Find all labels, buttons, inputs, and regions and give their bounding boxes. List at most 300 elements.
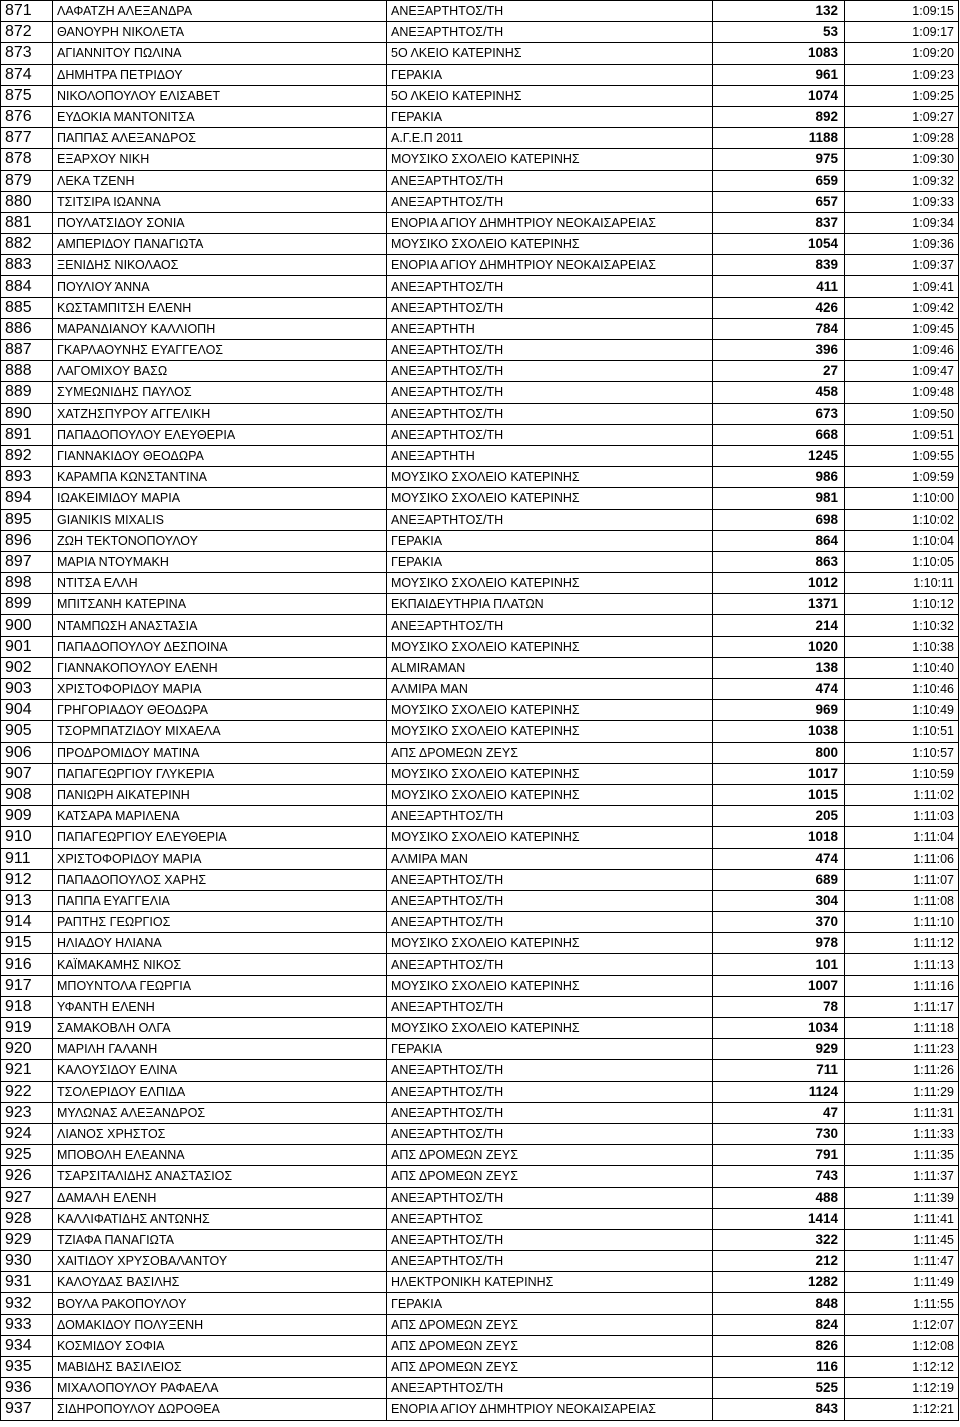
position-cell: 932 <box>1 1293 53 1314</box>
position-cell: 925 <box>1 1145 53 1166</box>
runner-name-cell: ΡΑΠΤΗΣ ΓΕΩΡΓΙΟΣ <box>53 912 387 933</box>
club-cell: ΜΟΥΣΙΚΟ ΣΧΟΛΕΙΟ ΚΑΤΕΡΙΝΗΣ <box>387 467 713 488</box>
finish-time-cell: 1:09:59 <box>845 467 959 488</box>
position-cell: 936 <box>1 1378 53 1399</box>
table-row <box>1 763 959 784</box>
runner-name-cell: ΜΑΡΙΛΗ ΓΑΛΑΝΗ <box>53 1039 387 1060</box>
runner-name-cell: ΑΜΠΕΡΙΔΟΥ ΠΑΝΑΓΙΩΤΑ <box>53 234 387 255</box>
table-row <box>1 615 959 636</box>
runner-name-cell: ΣΥΜΕΩΝΙΔΗΣ ΠΑΥΛΟΣ <box>53 382 387 403</box>
bib-number-cell: 791 <box>713 1145 845 1166</box>
bib-number-cell: 1012 <box>713 573 845 594</box>
club-cell: ΑΝΕΞΑΡΤΗΤΟΣ/ΤΗ <box>387 806 713 827</box>
position-cell: 933 <box>1 1314 53 1335</box>
position-cell: 892 <box>1 445 53 466</box>
runner-name-cell: ΝΤΑΜΠΩΣΗ ΑΝΑΣΤΑΣΙΑ <box>53 615 387 636</box>
table-row <box>1 1251 959 1272</box>
finish-time-cell: 1:09:50 <box>845 403 959 424</box>
runner-name-cell: ΝΤΙΤΣΑ ΕΛΛΗ <box>53 573 387 594</box>
runner-name-cell: ΠΡΟΔΡΟΜΙΔΟΥ ΜΑΤΙΝΑ <box>53 742 387 763</box>
position-cell: 924 <box>1 1123 53 1144</box>
finish-time-cell: 1:11:41 <box>845 1208 959 1229</box>
finish-time-cell: 1:12:21 <box>845 1399 959 1420</box>
table-row <box>1 954 959 975</box>
runner-name-cell: ΤΣΑΡΣΙΤΑΛΙΔΗΣ ΑΝΑΣΤΑΣΙΟΣ <box>53 1166 387 1187</box>
finish-time-cell: 1:09:25 <box>845 85 959 106</box>
position-cell: 876 <box>1 106 53 127</box>
runner-name-cell: ΚΑΛΛΙΦΑΤΙΔΗΣ ΑΝΤΩΝΗΣ <box>53 1208 387 1229</box>
club-cell: ΓΕΡΑΚΙΑ <box>387 530 713 551</box>
runner-name-cell: ΑΓΙΑΝΝΙΤΟΥ ΠΩΛΙΝΑ <box>53 43 387 64</box>
runner-name-cell: ΛΑΦΑΤΖΗ ΑΛΕΞΑΝΔΡΑ <box>53 1 387 22</box>
position-cell: 878 <box>1 149 53 170</box>
finish-time-cell: 1:09:51 <box>845 424 959 445</box>
results-table-body <box>1 1 959 1421</box>
table-row <box>1 509 959 530</box>
position-cell: 872 <box>1 22 53 43</box>
club-cell: ΓΕΡΑΚΙΑ <box>387 1039 713 1060</box>
position-cell: 916 <box>1 954 53 975</box>
table-row <box>1 1081 959 1102</box>
table-row <box>1 1039 959 1060</box>
finish-time-cell: 1:10:32 <box>845 615 959 636</box>
runner-name-cell: ΜΑΡΙΑ ΝΤΟΥΜΑΚΗ <box>53 551 387 572</box>
table-row <box>1 827 959 848</box>
bib-number-cell: 892 <box>713 106 845 127</box>
finish-time-cell: 1:11:29 <box>845 1081 959 1102</box>
position-cell: 917 <box>1 975 53 996</box>
position-cell: 883 <box>1 255 53 276</box>
bib-number-cell: 370 <box>713 912 845 933</box>
position-cell: 886 <box>1 318 53 339</box>
runner-name-cell: ΛΑΓΟΜΙΧΟΥ ΒΑΣΩ <box>53 361 387 382</box>
club-cell: ΑΝΕΞΑΡΤΗΤΟΣ/ΤΗ <box>387 1378 713 1399</box>
runner-name-cell: ΚΑΪΜΑΚΑΜΗΣ ΝΙΚΟΣ <box>53 954 387 975</box>
finish-time-cell: 1:11:16 <box>845 975 959 996</box>
runner-name-cell: ΠΑΠΑΔΟΠΟΥΛΟΥ ΔΕΣΠΟΙΝΑ <box>53 636 387 657</box>
finish-time-cell: 1:11:10 <box>845 912 959 933</box>
table-row <box>1 445 959 466</box>
position-cell: 885 <box>1 297 53 318</box>
finish-time-cell: 1:10:11 <box>845 573 959 594</box>
bib-number-cell: 27 <box>713 361 845 382</box>
runner-name-cell: ΓΙΑΝΝΑΚΟΠΟΥΛΟΥ ΕΛΕΝΗ <box>53 657 387 678</box>
bib-number-cell: 698 <box>713 509 845 530</box>
finish-time-cell: 1:11:26 <box>845 1060 959 1081</box>
bib-number-cell: 929 <box>713 1039 845 1060</box>
runner-name-cell: ΔΗΜΗΤΡΑ ΠΕΤΡΙΔΟΥ <box>53 64 387 85</box>
bib-number-cell: 848 <box>713 1293 845 1314</box>
position-cell: 935 <box>1 1357 53 1378</box>
club-cell: ΑΠΣ ΔΡΟΜΕΩΝ ΖΕΥΣ <box>387 1335 713 1356</box>
club-cell: ΑΝΕΞΑΡΤΗΤΟΣ/ΤΗ <box>387 1123 713 1144</box>
club-cell: ΑΝΕΞΑΡΤΗΤΟΣ <box>387 1208 713 1229</box>
finish-time-cell: 1:11:37 <box>845 1166 959 1187</box>
club-cell: ΗΛΕΚΤΡΟΝΙΚΗ ΚΑΤΕΡΙΝΗΣ <box>387 1272 713 1293</box>
bib-number-cell: 1017 <box>713 763 845 784</box>
table-row <box>1 1166 959 1187</box>
runner-name-cell: ΧΑΤΖΗΣΠΥΡΟΥ ΑΓΓΕΛΙΚΗ <box>53 403 387 424</box>
bib-number-cell: 961 <box>713 64 845 85</box>
club-cell: ΜΟΥΣΙΚΟ ΣΧΟΛΕΙΟ ΚΑΤΕΡΙΝΗΣ <box>387 784 713 805</box>
position-cell: 887 <box>1 340 53 361</box>
table-row <box>1 170 959 191</box>
position-cell: 873 <box>1 43 53 64</box>
bib-number-cell: 1282 <box>713 1272 845 1293</box>
table-row <box>1 191 959 212</box>
bib-number-cell: 986 <box>713 467 845 488</box>
finish-time-cell: 1:11:07 <box>845 869 959 890</box>
position-cell: 915 <box>1 933 53 954</box>
club-cell: Α.Γ.Ε.Π 2011 <box>387 128 713 149</box>
runner-name-cell: ΜΥΛΩΝΑΣ ΑΛΕΞΑΝΔΡΟΣ <box>53 1102 387 1123</box>
bib-number-cell: 214 <box>713 615 845 636</box>
position-cell: 920 <box>1 1039 53 1060</box>
finish-time-cell: 1:09:27 <box>845 106 959 127</box>
finish-time-cell: 1:11:23 <box>845 1039 959 1060</box>
finish-time-cell: 1:10:12 <box>845 594 959 615</box>
table-row <box>1 1378 959 1399</box>
finish-time-cell: 1:12:08 <box>845 1335 959 1356</box>
bib-number-cell: 673 <box>713 403 845 424</box>
finish-time-cell: 1:09:32 <box>845 170 959 191</box>
finish-time-cell: 1:11:18 <box>845 1018 959 1039</box>
finish-time-cell: 1:09:28 <box>845 128 959 149</box>
club-cell: ΓΕΡΑΚΙΑ <box>387 64 713 85</box>
runner-name-cell: ΣΑΜΑΚΟΒΛΗ ΟΛΓΑ <box>53 1018 387 1039</box>
bib-number-cell: 1188 <box>713 128 845 149</box>
runner-name-cell: ΞΕΝΙΔΗΣ ΝΙΚΟΛΑΟΣ <box>53 255 387 276</box>
table-row <box>1 636 959 657</box>
table-row <box>1 128 959 149</box>
runner-name-cell: ΔΑΜΑΛΗ ΕΛΕΝΗ <box>53 1187 387 1208</box>
club-cell: ΑΝΕΞΑΡΤΗΤΟΣ/ΤΗ <box>387 191 713 212</box>
position-cell: 875 <box>1 85 53 106</box>
runner-name-cell: GIANIKIS MIXALIS <box>53 509 387 530</box>
position-cell: 889 <box>1 382 53 403</box>
runner-name-cell: ΠΟΥΛΑΤΣΙΔΟΥ ΣΟΝΙΑ <box>53 212 387 233</box>
finish-time-cell: 1:10:00 <box>845 488 959 509</box>
club-cell: ΑΝΕΞΑΡΤΗΤΟΣ/ΤΗ <box>387 954 713 975</box>
table-row <box>1 742 959 763</box>
finish-time-cell: 1:10:57 <box>845 742 959 763</box>
table-row <box>1 1187 959 1208</box>
bib-number-cell: 1414 <box>713 1208 845 1229</box>
finish-time-cell: 1:11:31 <box>845 1102 959 1123</box>
club-cell: ΑΝΕΞΑΡΤΗΤΟΣ/ΤΗ <box>387 340 713 361</box>
position-cell: 894 <box>1 488 53 509</box>
table-row <box>1 276 959 297</box>
table-row <box>1 1399 959 1420</box>
position-cell: 926 <box>1 1166 53 1187</box>
table-row <box>1 1357 959 1378</box>
bib-number-cell: 132 <box>713 1 845 22</box>
finish-time-cell: 1:11:55 <box>845 1293 959 1314</box>
position-cell: 899 <box>1 594 53 615</box>
club-cell: ΑΝΕΞΑΡΤΗΤΟΣ/ΤΗ <box>387 509 713 530</box>
position-cell: 929 <box>1 1229 53 1250</box>
position-cell: 930 <box>1 1251 53 1272</box>
bib-number-cell: 839 <box>713 255 845 276</box>
runner-name-cell: ΚΑΡΑΜΠΑ ΚΩΝΣΤΑΝΤΙΝΑ <box>53 467 387 488</box>
table-row <box>1 679 959 700</box>
position-cell: 884 <box>1 276 53 297</box>
bib-number-cell: 212 <box>713 1251 845 1272</box>
bib-number-cell: 657 <box>713 191 845 212</box>
bib-number-cell: 488 <box>713 1187 845 1208</box>
runner-name-cell: ΓΡΗΓΟΡΙΑΔΟΥ ΘΕΟΔΩΡΑ <box>53 700 387 721</box>
club-cell: ΑΝΕΞΑΡΤΗΤΟΣ/ΤΗ <box>387 1 713 22</box>
bib-number-cell: 1015 <box>713 784 845 805</box>
club-cell: ΜΟΥΣΙΚΟ ΣΧΟΛΕΙΟ ΚΑΤΕΡΙΝΗΣ <box>387 933 713 954</box>
position-cell: 928 <box>1 1208 53 1229</box>
position-cell: 923 <box>1 1102 53 1123</box>
finish-time-cell: 1:09:23 <box>845 64 959 85</box>
club-cell: ΑΠΣ ΔΡΟΜΕΩΝ ΖΕΥΣ <box>387 1357 713 1378</box>
runner-name-cell: ΣΙΔΗΡΟΠΟΥΛΟΥ ΔΩΡΟΘΕΑ <box>53 1399 387 1420</box>
bib-number-cell: 863 <box>713 551 845 572</box>
runner-name-cell: ΠΑΝΙΩΡΗ ΑΙΚΑΤΕΡΙΝΗ <box>53 784 387 805</box>
bib-number-cell: 53 <box>713 22 845 43</box>
club-cell: ΑΛΜΙΡΑ ΜΑΝ <box>387 848 713 869</box>
bib-number-cell: 730 <box>713 1123 845 1144</box>
table-row <box>1 869 959 890</box>
position-cell: 877 <box>1 128 53 149</box>
runner-name-cell: ΔΟΜΑΚΙΔΟΥ ΠΟΛΥΞΕΝΗ <box>53 1314 387 1335</box>
table-row <box>1 488 959 509</box>
table-row <box>1 912 959 933</box>
finish-time-cell: 1:11:39 <box>845 1187 959 1208</box>
position-cell: 891 <box>1 424 53 445</box>
finish-time-cell: 1:09:15 <box>845 1 959 22</box>
bib-number-cell: 322 <box>713 1229 845 1250</box>
position-cell: 902 <box>1 657 53 678</box>
runner-name-cell: ΚΑΤΣΑΡΑ ΜΑΡΙΛΕΝΑ <box>53 806 387 827</box>
position-cell: 918 <box>1 996 53 1017</box>
bib-number-cell: 978 <box>713 933 845 954</box>
club-cell: ΑΝΕΞΑΡΤΗΤΟΣ/ΤΗ <box>387 869 713 890</box>
position-cell: 874 <box>1 64 53 85</box>
club-cell: ΑΝΕΞΑΡΤΗΤΟΣ/ΤΗ <box>387 912 713 933</box>
bib-number-cell: 396 <box>713 340 845 361</box>
finish-time-cell: 1:09:37 <box>845 255 959 276</box>
bib-number-cell: 837 <box>713 212 845 233</box>
runner-name-cell: ΚΑΛΟΥΣΙΔΟΥ ΕΛΙΝΑ <box>53 1060 387 1081</box>
position-cell: 919 <box>1 1018 53 1039</box>
position-cell: 882 <box>1 234 53 255</box>
table-row <box>1 22 959 43</box>
club-cell: ΜΟΥΣΙΚΟ ΣΧΟΛΕΙΟ ΚΑΤΕΡΙΝΗΣ <box>387 763 713 784</box>
table-row <box>1 1314 959 1335</box>
bib-number-cell: 864 <box>713 530 845 551</box>
finish-time-cell: 1:10:59 <box>845 763 959 784</box>
runner-name-cell: ΥΦΑΝΤΗ ΕΛΕΝΗ <box>53 996 387 1017</box>
finish-time-cell: 1:09:47 <box>845 361 959 382</box>
finish-time-cell: 1:11:47 <box>845 1251 959 1272</box>
runner-name-cell: ΤΣΟΡΜΠΑΤΖΙΔΟΥ ΜΙΧΑΕΛΑ <box>53 721 387 742</box>
table-row <box>1 340 959 361</box>
runner-name-cell: ΜΠΙΤΣΑΝΗ ΚΑΤΕΡΙΝΑ <box>53 594 387 615</box>
club-cell: ΑΝΕΞΑΡΤΗΤΟΣ/ΤΗ <box>387 424 713 445</box>
finish-time-cell: 1:09:41 <box>845 276 959 297</box>
runner-name-cell: ΓΚΑΡΛΑΟΥΝΗΣ ΕΥΑΓΓΕΛΟΣ <box>53 340 387 361</box>
table-row <box>1 1208 959 1229</box>
runner-name-cell: ΒΟΥΛΑ ΡΑΚΟΠΟΥΛΟΥ <box>53 1293 387 1314</box>
table-row <box>1 382 959 403</box>
table-row <box>1 424 959 445</box>
finish-time-cell: 1:11:04 <box>845 827 959 848</box>
position-cell: 934 <box>1 1335 53 1356</box>
table-row <box>1 403 959 424</box>
finish-time-cell: 1:12:12 <box>845 1357 959 1378</box>
finish-time-cell: 1:11:02 <box>845 784 959 805</box>
position-cell: 911 <box>1 848 53 869</box>
club-cell: ΜΟΥΣΙΚΟ ΣΧΟΛΕΙΟ ΚΑΤΕΡΙΝΗΣ <box>387 721 713 742</box>
table-row <box>1 234 959 255</box>
club-cell: ΕΝΟΡΙΑ ΑΓΙΟΥ ΔΗΜΗΤΡΙΟΥ ΝΕΟΚΑΙΣΑΡΕΙΑΣ <box>387 1399 713 1420</box>
bib-number-cell: 1020 <box>713 636 845 657</box>
club-cell: ΓΕΡΑΚΙΑ <box>387 551 713 572</box>
bib-number-cell: 1245 <box>713 445 845 466</box>
bib-number-cell: 689 <box>713 869 845 890</box>
bib-number-cell: 1038 <box>713 721 845 742</box>
club-cell: ΕΝΟΡΙΑ ΑΓΙΟΥ ΔΗΜΗΤΡΙΟΥ ΝΕΟΚΑΙΣΑΡΕΙΑΣ <box>387 212 713 233</box>
bib-number-cell: 1018 <box>713 827 845 848</box>
finish-time-cell: 1:10:40 <box>845 657 959 678</box>
position-cell: 895 <box>1 509 53 530</box>
position-cell: 881 <box>1 212 53 233</box>
club-cell: ΜΟΥΣΙΚΟ ΣΧΟΛΕΙΟ ΚΑΤΕΡΙΝΗΣ <box>387 636 713 657</box>
runner-name-cell: ΘΑΝΟΥΡΗ ΝΙΚΟΛΕΤΑ <box>53 22 387 43</box>
finish-time-cell: 1:09:55 <box>845 445 959 466</box>
runner-name-cell: ΕΞΑΡΧΟΥ ΝΙΚΗ <box>53 149 387 170</box>
table-row <box>1 1272 959 1293</box>
finish-time-cell: 1:11:08 <box>845 890 959 911</box>
finish-time-cell: 1:11:03 <box>845 806 959 827</box>
table-row <box>1 890 959 911</box>
runner-name-cell: ΠΑΠΠΑΣ ΑΛΕΞΑΝΔΡΟΣ <box>53 128 387 149</box>
runner-name-cell: ΤΣΙΤΣΙΡΑ ΙΩΑΝΝΑ <box>53 191 387 212</box>
club-cell: ΑΝΕΞΑΡΤΗΤΟΣ/ΤΗ <box>387 170 713 191</box>
runner-name-cell: ΗΛΙΑΔΟΥ ΗΛΙΑΝΑ <box>53 933 387 954</box>
table-row <box>1 106 959 127</box>
table-row <box>1 212 959 233</box>
table-row <box>1 933 959 954</box>
finish-time-cell: 1:10:49 <box>845 700 959 721</box>
finish-time-cell: 1:11:33 <box>845 1123 959 1144</box>
club-cell: ΑΝΕΞΑΡΤΗΤΟΣ/ΤΗ <box>387 403 713 424</box>
table-row <box>1 700 959 721</box>
finish-time-cell: 1:12:19 <box>845 1378 959 1399</box>
position-cell: 888 <box>1 361 53 382</box>
bib-number-cell: 969 <box>713 700 845 721</box>
runner-name-cell: ΧΡΙΣΤΟΦΟΡΙΔΟΥ ΜΑΡΙΑ <box>53 848 387 869</box>
club-cell: ΑΝΕΞΑΡΤΗΤΟΣ/ΤΗ <box>387 22 713 43</box>
table-row <box>1 530 959 551</box>
club-cell: ΕΚΠΑΙΔΕΥΤΗΡΙΑ ΠΛΑΤΩΝ <box>387 594 713 615</box>
bib-number-cell: 1007 <box>713 975 845 996</box>
bib-number-cell: 981 <box>713 488 845 509</box>
runner-name-cell: ΠΑΠΑΔΟΠΟΥΛΟΣ ΧΑΡΗΣ <box>53 869 387 890</box>
position-cell: 908 <box>1 784 53 805</box>
table-row <box>1 318 959 339</box>
table-row <box>1 1229 959 1250</box>
table-row <box>1 149 959 170</box>
bib-number-cell: 843 <box>713 1399 845 1420</box>
position-cell: 910 <box>1 827 53 848</box>
bib-number-cell: 474 <box>713 679 845 700</box>
bib-number-cell: 47 <box>713 1102 845 1123</box>
club-cell: ΓΕΡΑΚΙΑ <box>387 1293 713 1314</box>
table-row <box>1 806 959 827</box>
finish-time-cell: 1:10:46 <box>845 679 959 700</box>
club-cell: ΑΝΕΞΑΡΤΗΤΟΣ/ΤΗ <box>387 382 713 403</box>
bib-number-cell: 426 <box>713 297 845 318</box>
bib-number-cell: 743 <box>713 1166 845 1187</box>
bib-number-cell: 800 <box>713 742 845 763</box>
position-cell: 931 <box>1 1272 53 1293</box>
runner-name-cell: ΜΠΟΒΟΛΗ ΕΛΕΑΝΝΑ <box>53 1145 387 1166</box>
club-cell: ΑΠΣ ΔΡΟΜΕΩΝ ΖΕΥΣ <box>387 1145 713 1166</box>
bib-number-cell: 116 <box>713 1357 845 1378</box>
position-cell: 913 <box>1 890 53 911</box>
runner-name-cell: ΜΑΡΑΝΔΙΑΝΟΥ ΚΑΛΛΙΟΠΗ <box>53 318 387 339</box>
runner-name-cell: ΠΟΥΛΙΟΥ ΆΝΝΑ <box>53 276 387 297</box>
club-cell: ΜΟΥΣΙΚΟ ΣΧΟΛΕΙΟ ΚΑΤΕΡΙΝΗΣ <box>387 573 713 594</box>
club-cell: ΑΝΕΞΑΡΤΗΤΟΣ/ΤΗ <box>387 361 713 382</box>
runner-name-cell: ΠΑΠΑΓΕΩΡΓΙΟΥ ΓΛΥΚΕΡΙΑ <box>53 763 387 784</box>
table-row <box>1 1 959 22</box>
bib-number-cell: 1054 <box>713 234 845 255</box>
bib-number-cell: 826 <box>713 1335 845 1356</box>
finish-time-cell: 1:09:34 <box>845 212 959 233</box>
table-row <box>1 1123 959 1144</box>
bib-number-cell: 784 <box>713 318 845 339</box>
finish-time-cell: 1:10:04 <box>845 530 959 551</box>
table-row <box>1 996 959 1017</box>
club-cell: 5Ο ΛΚΕΙΟ ΚΑΤΕΡΙΝΗΣ <box>387 85 713 106</box>
club-cell: ΜΟΥΣΙΚΟ ΣΧΟΛΕΙΟ ΚΑΤΕΡΙΝΗΣ <box>387 149 713 170</box>
table-row <box>1 848 959 869</box>
finish-time-cell: 1:11:45 <box>845 1229 959 1250</box>
club-cell: ΜΟΥΣΙΚΟ ΣΧΟΛΕΙΟ ΚΑΤΕΡΙΝΗΣ <box>387 488 713 509</box>
club-cell: ΑΠΣ ΔΡΟΜΕΩΝ ΖΕΥΣ <box>387 1314 713 1335</box>
table-row <box>1 467 959 488</box>
finish-time-cell: 1:09:42 <box>845 297 959 318</box>
club-cell: ΑΝΕΞΑΡΤΗΤΟΣ/ΤΗ <box>387 890 713 911</box>
position-cell: 921 <box>1 1060 53 1081</box>
position-cell: 893 <box>1 467 53 488</box>
club-cell: ΑΝΕΞΑΡΤΗΤΟΣ/ΤΗ <box>387 297 713 318</box>
runner-name-cell: ΚΑΛΟΥΔΑΣ ΒΑΣΙΛΗΣ <box>53 1272 387 1293</box>
position-cell: 898 <box>1 573 53 594</box>
club-cell: ΑΝΕΞΑΡΤΗΤΟΣ/ΤΗ <box>387 1187 713 1208</box>
runner-name-cell: ΙΩΑΚΕΙΜΙΔΟΥ ΜΑΡΙΑ <box>53 488 387 509</box>
table-row <box>1 361 959 382</box>
finish-time-cell: 1:10:02 <box>845 509 959 530</box>
runner-name-cell: ΠΑΠΑΓΕΩΡΓΙΟΥ ΕΛΕΥΘΕΡΙΑ <box>53 827 387 848</box>
runner-name-cell: ΚΩΣΤΑΜΠΙΤΣΗ ΕΛΕΝΗ <box>53 297 387 318</box>
club-cell: ΑΝΕΞΑΡΤΗΤΟΣ/ΤΗ <box>387 276 713 297</box>
finish-time-cell: 1:10:05 <box>845 551 959 572</box>
table-row <box>1 721 959 742</box>
finish-time-cell: 1:11:49 <box>845 1272 959 1293</box>
club-cell: ΓΕΡΑΚΙΑ <box>387 106 713 127</box>
club-cell: ΑΠΣ ΔΡΟΜΕΩΝ ΖΕΥΣ <box>387 1166 713 1187</box>
bib-number-cell: 1124 <box>713 1081 845 1102</box>
club-cell: ΜΟΥΣΙΚΟ ΣΧΟΛΕΙΟ ΚΑΤΕΡΙΝΗΣ <box>387 700 713 721</box>
finish-time-cell: 1:09:45 <box>845 318 959 339</box>
